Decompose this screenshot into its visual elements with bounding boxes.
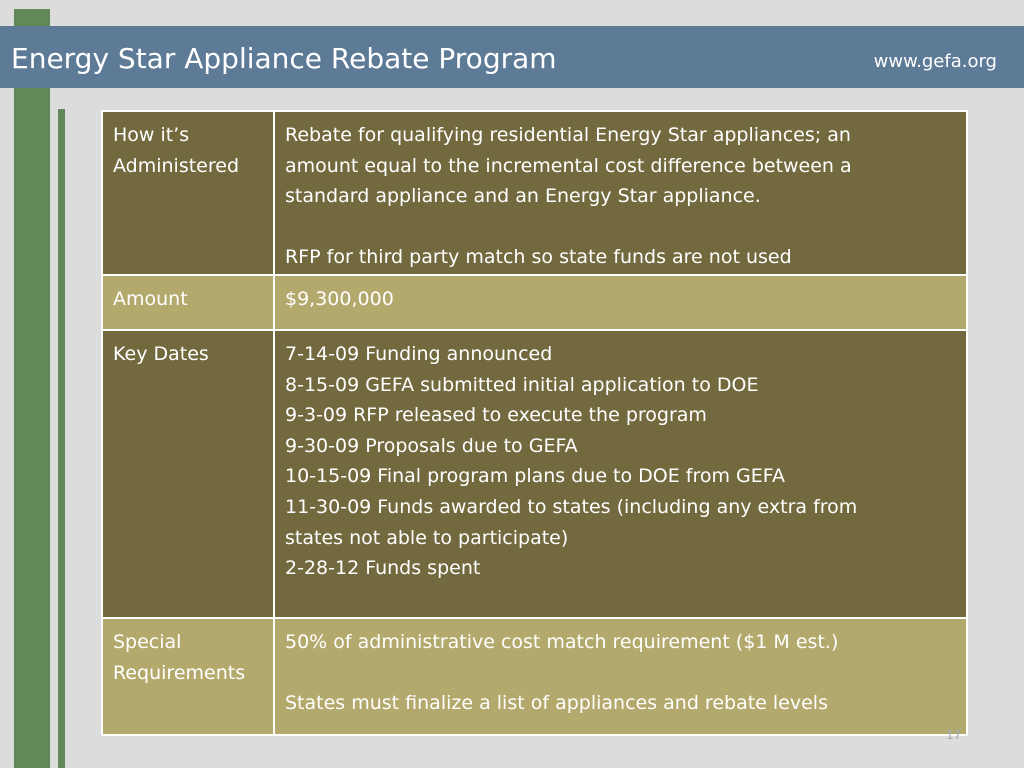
row-label-line: Key Dates	[113, 343, 209, 365]
key-date-line: 2-28-12 Funds spent	[285, 557, 481, 580]
program-info-table	[101, 110, 968, 736]
decorative-green-bar-thin	[58, 109, 65, 768]
row-label-cell	[102, 330, 274, 618]
row-label-cell	[102, 618, 274, 735]
key-date-line: states not able to participate)	[285, 526, 569, 549]
row-value-line: amount equal to the incremental cost difference between a	[285, 154, 852, 177]
table-row-special-requirements	[102, 618, 967, 735]
row-value-cell	[274, 330, 967, 618]
row-value-cell	[274, 275, 967, 330]
decorative-green-bar-wide	[14, 9, 50, 768]
row-label-line: Administered	[113, 154, 240, 177]
row-label-line: How it’s	[113, 124, 190, 146]
slide-title: Energy Star Appliance Rebate Program	[11, 42, 557, 75]
row-value-line: Rebate for qualifying residential Energy Star appliances; an	[285, 124, 851, 146]
website-url: www.gefa.org	[873, 51, 997, 72]
key-date-line: 10-15-09 Final program plans due to DOE from GEFA	[285, 465, 785, 488]
paragraph-spacer	[285, 212, 956, 243]
row-label-cell	[102, 111, 274, 275]
key-date-line: 8-15-09 GEFA submitted initial application to DOE	[285, 373, 759, 396]
row-label-line: Requirements	[113, 661, 246, 684]
row-value-line: $9,300,000	[285, 288, 394, 310]
key-date-line: 11-30-09 Funds awarded to states (including any extra from	[285, 495, 858, 518]
row-value-line: 50% of administrative cost match requirement ($1 M est.)	[285, 631, 839, 653]
page-number: 17	[946, 728, 962, 742]
table-row-administration	[102, 111, 967, 275]
row-value-line: States must finalize a list of appliances and rebate levels	[285, 692, 828, 715]
row-value-line: standard appliance and an Energy Star appliance.	[285, 185, 761, 208]
key-date-line: 9-3-09 RFP released to execute the program	[285, 404, 707, 427]
key-date-line: 9-30-09 Proposals due to GEFA	[285, 434, 578, 457]
table-row-amount	[102, 275, 967, 330]
row-label-line: Amount	[113, 288, 188, 310]
row-value-cell	[274, 618, 967, 735]
row-label-line: Special	[113, 631, 182, 653]
row-value-cell	[274, 111, 967, 275]
key-date-line: 7-14-09 Funding announced	[285, 343, 553, 365]
table-row-key-dates	[102, 330, 967, 618]
row-label-cell	[102, 275, 274, 330]
paragraph-spacer	[285, 658, 956, 689]
row-value-line: RFP for third party match so state funds are not used	[285, 246, 792, 269]
